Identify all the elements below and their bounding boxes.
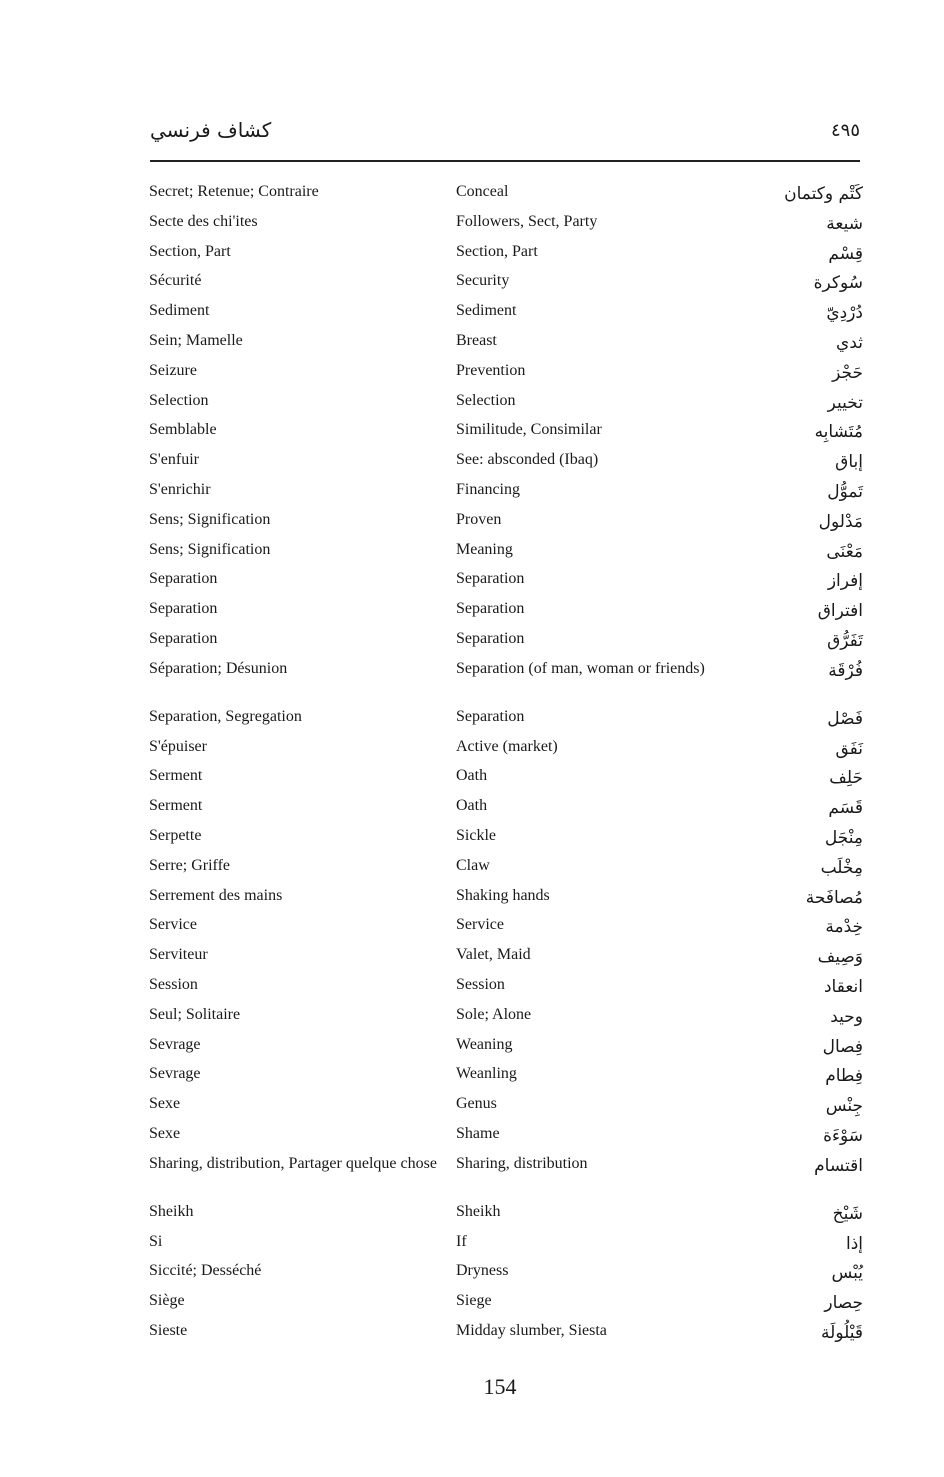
french-term: Separation bbox=[149, 629, 218, 647]
french-term: Sens; Signification bbox=[149, 540, 271, 558]
french-term: Serrement des mains bbox=[149, 886, 283, 904]
glossary-row bbox=[145, 766, 863, 796]
french-term: Section, Part bbox=[149, 242, 231, 260]
glossary-row bbox=[145, 1232, 863, 1262]
glossary-row bbox=[145, 975, 863, 1005]
arabic-term: تخيير bbox=[827, 392, 863, 413]
arabic-term: فُرْقَة bbox=[828, 660, 863, 681]
english-term: Midday slumber, Siesta bbox=[456, 1321, 607, 1339]
glossary-row bbox=[145, 242, 863, 272]
arabic-term: إذا bbox=[845, 1233, 863, 1254]
english-term: Weaning bbox=[456, 1035, 513, 1053]
arabic-term: كَتْم وكتمان bbox=[784, 184, 863, 204]
english-term: Session bbox=[456, 975, 505, 993]
english-term: Separation bbox=[456, 570, 525, 588]
english-term: Section, Part bbox=[456, 242, 538, 260]
english-term: If bbox=[456, 1232, 467, 1250]
french-term: Selection bbox=[149, 391, 209, 409]
arabic-term: جِنْس bbox=[825, 1096, 863, 1117]
french-term: Separation, Segregation bbox=[149, 707, 302, 725]
french-term: Serment bbox=[149, 767, 203, 785]
french-term: Serre; Griffe bbox=[149, 856, 230, 874]
english-term: Conceal bbox=[456, 183, 509, 200]
arabic-term: افتراق bbox=[817, 601, 863, 622]
arabic-term: مِنْجَل bbox=[824, 827, 863, 848]
header-page-number: ٤٩٥ bbox=[830, 120, 860, 141]
glossary-row bbox=[145, 1064, 863, 1094]
english-term: See: absconded (Ibaq) bbox=[456, 451, 599, 469]
english-term: Siege bbox=[456, 1292, 492, 1310]
french-term: Serment bbox=[149, 797, 203, 815]
glossary-row bbox=[145, 886, 863, 916]
french-term: Seizure bbox=[149, 361, 197, 379]
arabic-term: سُوكرة bbox=[813, 273, 863, 294]
arabic-term: تَموُّل bbox=[827, 481, 863, 502]
french-term: Secte des chi'ites bbox=[149, 212, 258, 230]
glossary-row bbox=[145, 659, 863, 707]
english-term: Breast bbox=[456, 331, 497, 349]
english-term: Active (market) bbox=[456, 737, 558, 755]
english-term: Sheikh bbox=[456, 1202, 501, 1220]
glossary-row bbox=[145, 1124, 863, 1154]
arabic-term: حِصار bbox=[824, 1293, 863, 1314]
english-term: Selection bbox=[456, 391, 516, 409]
glossary-row bbox=[145, 856, 863, 886]
french-term: Secret; Retenue; Contraire bbox=[149, 183, 319, 200]
arabic-term: قِسْم bbox=[828, 243, 863, 264]
french-term: Sevrage bbox=[149, 1065, 201, 1083]
glossary-row bbox=[145, 182, 863, 212]
french-term: Sheikh bbox=[149, 1202, 194, 1220]
english-term: Proven bbox=[456, 510, 502, 528]
arabic-term: مُصافَحة bbox=[805, 887, 863, 908]
french-term: Service bbox=[149, 916, 197, 934]
glossary-row bbox=[145, 737, 863, 767]
french-term: Sens; Signification bbox=[149, 510, 271, 528]
french-term: S'enrichir bbox=[149, 480, 211, 498]
french-term: Seul; Solitaire bbox=[149, 1005, 241, 1023]
arabic-term: تَفَرُّق bbox=[827, 630, 863, 651]
arabic-term: فِطام bbox=[825, 1066, 863, 1087]
french-term: Siège bbox=[149, 1292, 185, 1310]
glossary-row bbox=[145, 271, 863, 301]
english-term: Sharing, distribution bbox=[456, 1154, 588, 1172]
glossary-row bbox=[145, 540, 863, 570]
french-term: Semblable bbox=[149, 421, 217, 439]
running-title: كشاف فرنسي bbox=[150, 118, 272, 142]
glossary-row bbox=[145, 826, 863, 856]
french-term: S'enfuir bbox=[149, 451, 199, 469]
english-term: Shaking hands bbox=[456, 886, 550, 904]
glossary-row bbox=[145, 1321, 863, 1351]
english-term: Financing bbox=[456, 480, 520, 498]
glossary-row bbox=[145, 420, 863, 450]
header-rule bbox=[150, 160, 860, 162]
glossary-row bbox=[145, 707, 863, 737]
glossary-row bbox=[145, 1202, 863, 1232]
arabic-term: حَجْز bbox=[832, 362, 863, 383]
glossary-row bbox=[145, 1005, 863, 1035]
glossary-row bbox=[145, 480, 863, 510]
arabic-term: وحيد bbox=[830, 1006, 863, 1027]
english-term: Genus bbox=[456, 1095, 497, 1113]
arabic-term: نَفَق bbox=[835, 738, 863, 759]
french-term: Sécurité bbox=[149, 272, 202, 290]
english-term: Separation bbox=[456, 629, 525, 647]
glossary-row bbox=[145, 331, 863, 361]
english-term: Sediment bbox=[456, 302, 517, 320]
english-term: Sickle bbox=[456, 826, 496, 844]
arabic-term: دُرْدِيّ bbox=[826, 303, 863, 324]
english-term: Service bbox=[456, 916, 504, 934]
french-term: Siccité; Desséché bbox=[149, 1262, 262, 1280]
arabic-term: حَلِف bbox=[829, 768, 863, 789]
glossary-row bbox=[145, 212, 863, 242]
arabic-term: خِدْمة bbox=[825, 917, 863, 938]
glossary-row bbox=[145, 915, 863, 945]
french-term: Sexe bbox=[149, 1095, 181, 1113]
glossary-row bbox=[145, 361, 863, 391]
arabic-term: فَصْل bbox=[827, 708, 863, 729]
arabic-term: انعقاد bbox=[823, 976, 863, 997]
glossary-row bbox=[145, 510, 863, 540]
english-term: Similitude, Consimilar bbox=[456, 421, 602, 439]
arabic-term: مَعْنَى bbox=[826, 541, 863, 562]
arabic-term: إباق bbox=[835, 452, 863, 473]
glossary-row bbox=[145, 1094, 863, 1124]
french-term: Sein; Mamelle bbox=[149, 331, 243, 349]
english-term: Separation bbox=[456, 600, 525, 618]
english-term: Sole; Alone bbox=[456, 1005, 532, 1023]
english-term: Followers, Sect, Party bbox=[456, 212, 598, 230]
glossary-row bbox=[145, 945, 863, 975]
english-term: Separation bbox=[456, 707, 525, 725]
french-term: Serpette bbox=[149, 826, 202, 844]
glossary-row bbox=[145, 1035, 863, 1065]
arabic-term: قَسَم bbox=[828, 798, 863, 819]
glossary-row bbox=[145, 450, 863, 480]
french-term: Séparation; Désunion bbox=[149, 659, 288, 677]
glossary-row bbox=[145, 301, 863, 331]
english-term: Shame bbox=[456, 1124, 500, 1142]
glossary-row bbox=[145, 629, 863, 659]
french-term: Si bbox=[149, 1232, 163, 1250]
french-term: Sevrage bbox=[149, 1035, 201, 1053]
arabic-term: ثدي bbox=[836, 332, 863, 353]
glossary-row bbox=[145, 1154, 863, 1202]
english-term bbox=[456, 659, 706, 679]
glossary-row bbox=[145, 796, 863, 826]
english-term: Dryness bbox=[456, 1262, 509, 1280]
french-term-text: Sharing, distribution, Partager quelque chose bbox=[149, 1154, 437, 1172]
arabic-term: يُبْس bbox=[831, 1263, 863, 1284]
arabic-term: مُتَشابِه bbox=[814, 422, 863, 443]
arabic-term: شيعة bbox=[826, 213, 863, 234]
arabic-term: فِصال bbox=[822, 1036, 863, 1057]
arabic-term: شَيْخ bbox=[832, 1203, 863, 1224]
english-term: Prevention bbox=[456, 361, 526, 379]
arabic-term: اقتسام bbox=[814, 1155, 863, 1176]
page-header bbox=[150, 112, 860, 158]
english-term: Oath bbox=[456, 797, 488, 815]
english-term: Security bbox=[456, 272, 510, 290]
french-term: S'épuiser bbox=[149, 737, 207, 755]
french-term: Serviteur bbox=[149, 946, 208, 964]
english-term: Valet, Maid bbox=[456, 946, 531, 964]
arabic-term: سَوْءَة bbox=[823, 1125, 863, 1146]
arabic-term: مَدْلول bbox=[818, 511, 863, 532]
glossary-row bbox=[145, 599, 863, 629]
french-term: Separation bbox=[149, 570, 218, 588]
english-term: Oath bbox=[456, 767, 488, 785]
glossary-row bbox=[145, 391, 863, 421]
french-term: Sexe bbox=[149, 1124, 181, 1142]
arabic-term: وَصِيف bbox=[817, 947, 863, 968]
english-term-text: Separation (of man, woman or friends) bbox=[456, 659, 705, 677]
footer-page-number: 154 bbox=[483, 1374, 517, 1399]
arabic-term: قَيْلُولَة bbox=[821, 1322, 863, 1343]
glossary-table bbox=[145, 182, 863, 1351]
french-term: Sediment bbox=[149, 302, 210, 320]
english-term: Weanling bbox=[456, 1065, 517, 1083]
french-term: Session bbox=[149, 975, 198, 993]
french-term: Sieste bbox=[149, 1321, 188, 1339]
glossary-row bbox=[145, 1261, 863, 1291]
french-term: Separation bbox=[149, 600, 218, 618]
english-term: Claw bbox=[456, 856, 490, 874]
arabic-term: إفراز bbox=[827, 571, 863, 592]
english-term: Meaning bbox=[456, 540, 513, 558]
glossary-row bbox=[145, 1291, 863, 1321]
arabic-term: مِخْلَب bbox=[820, 857, 863, 878]
glossary-row bbox=[145, 569, 863, 599]
french-term bbox=[145, 1154, 456, 1174]
